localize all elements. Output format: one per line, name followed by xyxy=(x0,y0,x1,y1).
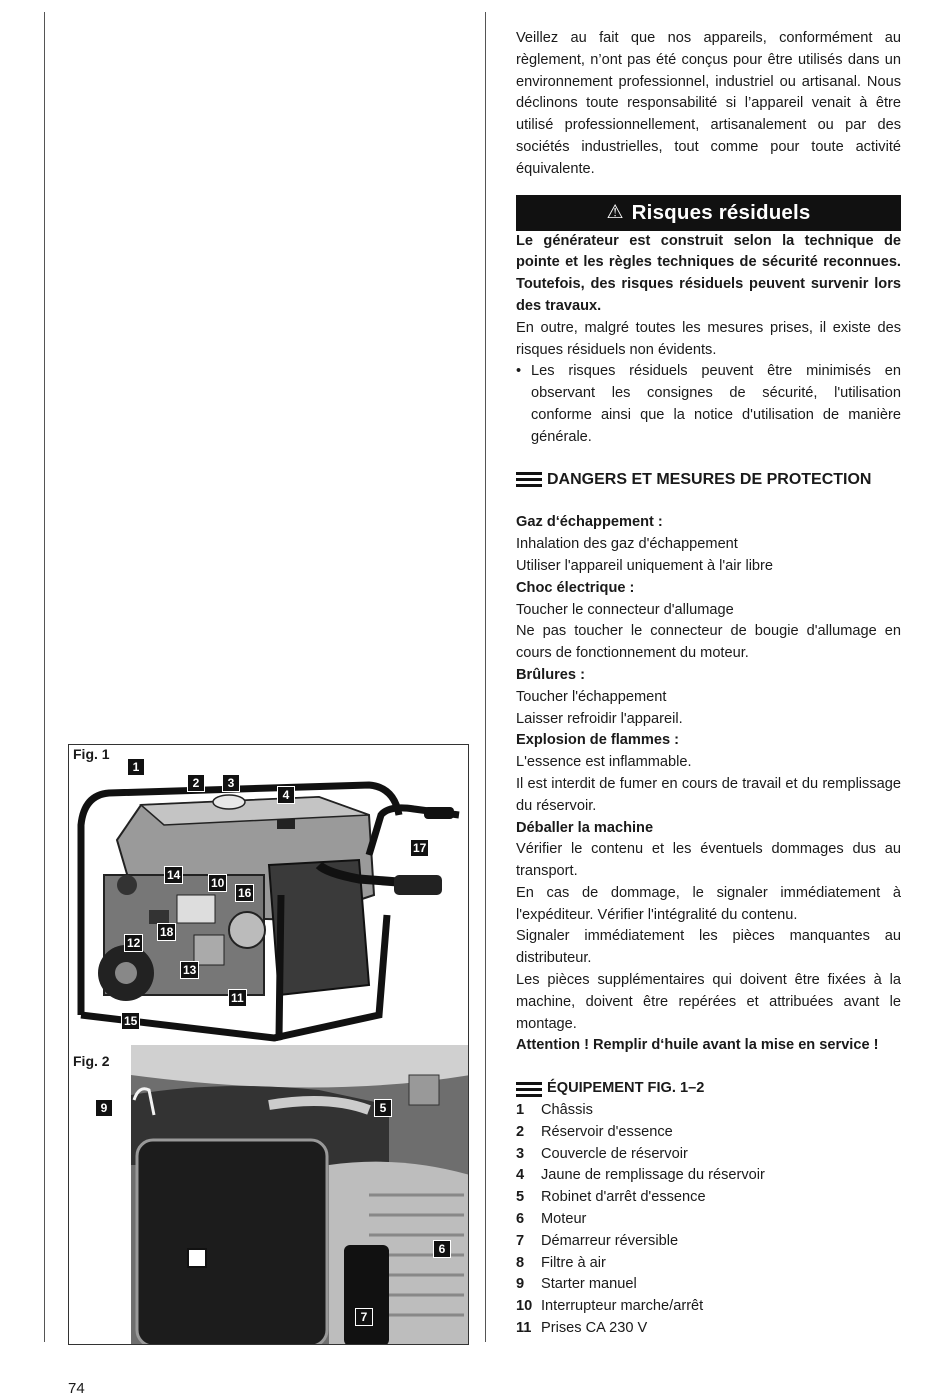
callout-14: 14 xyxy=(164,866,183,884)
callout-5: 5 xyxy=(374,1099,392,1117)
generator-illustration xyxy=(69,745,469,1345)
danger-line: Inhalation des gaz d'échappement xyxy=(516,536,738,553)
column-divider-rule xyxy=(485,12,486,1342)
callout-10: 10 xyxy=(208,874,227,892)
residual-text: En outre, malgré toutes les mesures prises, il existe des risques résiduels non évidents. xyxy=(516,319,901,358)
danger-head: Explosion de flammes : xyxy=(516,732,680,749)
list-item: 7 Démarreur réversible xyxy=(516,1232,679,1249)
list-item: 8 Filtre à air xyxy=(516,1254,606,1271)
menu-lines-icon xyxy=(516,1082,542,1097)
callout-13: 13 xyxy=(180,961,199,979)
list-item: 4 Jaune de remplissage du réservoir xyxy=(516,1167,765,1184)
list-item: 1 Châssis xyxy=(516,1102,593,1119)
callout-11: 11 xyxy=(228,989,247,1007)
danger-line: Ne pas toucher le connecteur de bougie d'allumage en cours de fonctionnement du moteur. xyxy=(516,623,901,662)
callout-8-marker xyxy=(187,1248,207,1268)
residual-bullet-text: Les risques résiduels peuvent être minimisés en observant les consignes de sécurité, l'utilisation conforme ainsi que la notice d'utilisation de manière générale. xyxy=(531,363,901,445)
page-number: 74 xyxy=(68,1380,85,1397)
menu-lines-icon xyxy=(516,472,542,487)
callout-7: 7 xyxy=(355,1308,373,1326)
callout-17: 17 xyxy=(410,839,429,857)
danger-line: Utiliser l'appareil uniquement à l'air libre xyxy=(516,557,774,574)
callout-2: 2 xyxy=(187,774,205,792)
equipment-list xyxy=(516,1100,901,1340)
callout-4: 4 xyxy=(277,786,295,804)
list-item: 2 Réservoir d'essence xyxy=(516,1123,673,1140)
danger-line: Vérifier le contenu et les éventuels dommages dus au transport. xyxy=(516,841,901,880)
left-margin-rule xyxy=(44,12,45,1342)
danger-head: Choc électrique : xyxy=(516,579,635,596)
callout-16: 16 xyxy=(235,884,254,902)
residual-risks-banner xyxy=(516,195,901,231)
bullet-dot: • xyxy=(516,363,522,380)
equipment-title: ÉQUIPEMENT FIG. 1–2 xyxy=(547,1080,705,1097)
danger-head: Gaz d‘échappement : xyxy=(516,514,663,531)
callout-15: 15 xyxy=(121,1012,140,1030)
callout-9: 9 xyxy=(95,1099,113,1117)
callout-18: 18 xyxy=(157,923,176,941)
list-item: 5 Robinet d'arrêt d'essence xyxy=(516,1189,706,1206)
callout-12: 12 xyxy=(124,934,143,952)
danger-line: Toucher l'échappement xyxy=(516,688,667,705)
callout-6: 6 xyxy=(433,1240,451,1258)
danger-line: Les pièces supplémentaires qui doivent être fixées à la machine, doivent être repérées et attribuées avant le montage. xyxy=(516,972,901,1032)
list-item: 9 Starter manuel xyxy=(516,1276,637,1293)
danger-head: Brûlures : xyxy=(516,666,585,683)
callout-3: 3 xyxy=(222,774,240,792)
dangers-heading xyxy=(516,469,901,491)
residual-bold-text: Le générateur est construit selon la technique de pointe et les règles techniques de sécurité reconnues. Toutefois, des risques résiduels peuvent survenir lors des travaux. xyxy=(516,232,901,314)
danger-line: Signaler immédiatement les pièces manquantes au distributeur. xyxy=(516,928,901,967)
dangers-title: DANGERS ET MESURES DE PROTECTION xyxy=(547,470,872,488)
fig2-label: Fig. 2 xyxy=(73,1053,110,1069)
list-item: 3 Couvercle de réservoir xyxy=(516,1145,688,1162)
list-item: 10 Interrupteur marche/arrêt xyxy=(516,1298,704,1315)
danger-line: Toucher le connecteur d'allumage xyxy=(516,601,734,618)
danger-head: Déballer la machine xyxy=(516,819,654,836)
danger-line: En cas de dommage, le signaler immédiatement à l'expéditeur. Vérifier l'intégralité du contenu. xyxy=(516,884,901,923)
equipment-heading xyxy=(516,1078,901,1100)
residual-risks-title: Risques résiduels xyxy=(631,200,811,224)
fig1-label: Fig. 1 xyxy=(73,746,110,762)
figure-frame xyxy=(68,744,469,1345)
dangers-list xyxy=(516,512,901,1057)
callout-1: 1 xyxy=(127,758,145,776)
list-item: 11 Prises CA 230 V xyxy=(516,1320,648,1337)
text-column xyxy=(516,28,901,1340)
warning-triangle-icon: ⚠ xyxy=(606,201,624,223)
residual-bullet xyxy=(516,361,901,448)
list-item: 6 Moteur xyxy=(516,1211,587,1228)
intro-paragraph: Veillez au fait que nos appareils, conformément au règlement, n’ont pas été conçus pour être utilisés dans un environnement professionnel, industriel ou artisanal. Nous déclinons toute responsabilité si l’appareil venait à être utilisé professionnellement, artisanalement ou par des sociétés industrielles, tout comme pour toute activité équivalente. xyxy=(516,30,901,177)
danger-line: Laisser refroidir l'appareil. xyxy=(516,710,683,727)
danger-line: L'essence est inflammable. xyxy=(516,754,692,771)
danger-line: Il est interdit de fumer en cours de travail et du remplissage du réservoir. xyxy=(516,775,901,814)
attention-note: Attention ! Remplir d‘huile avant la mise en service ! xyxy=(516,1037,879,1054)
